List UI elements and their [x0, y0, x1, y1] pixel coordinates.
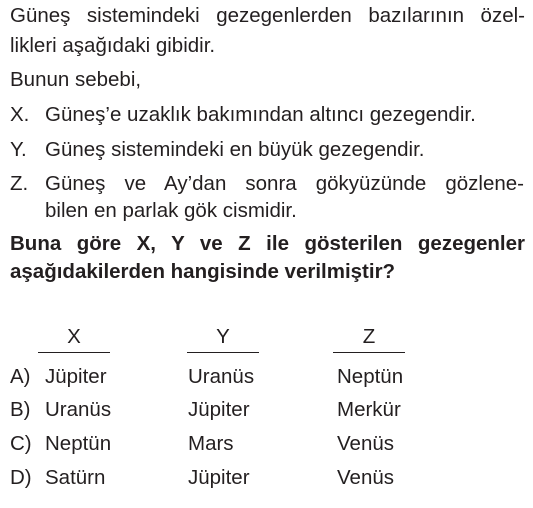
option-y: Jüpiter	[188, 466, 250, 489]
column-header-x: X	[67, 325, 81, 348]
header-underline	[187, 352, 259, 353]
option-x: Satürn	[45, 466, 106, 489]
question-line-1: Buna göre X, Y ve Z ile gösterilen gezegenler	[10, 232, 525, 255]
stem-line-1: Güneş sistemindeki gezegenlerden bazılarının özel-	[10, 4, 525, 27]
option-x: Uranüs	[45, 398, 112, 421]
option-z: Venüs	[337, 466, 394, 489]
statement-label: Z.	[10, 172, 29, 195]
option-y: Jüpiter	[188, 398, 250, 421]
statement-text: Güneş sistemindeki en büyük gezegendir.	[45, 138, 425, 161]
option-x: Neptün	[45, 432, 112, 455]
statement-text: bilen en parlak gök cismidir.	[45, 199, 297, 222]
option-y: Mars	[188, 432, 234, 455]
option-label: A)	[10, 365, 31, 388]
header-underline	[333, 352, 405, 353]
option-z: Venüs	[337, 432, 394, 455]
option-x: Jüpiter	[45, 365, 107, 388]
column-header-z: Z	[362, 325, 376, 348]
option-y: Uranüs	[188, 365, 255, 388]
statement-text: Güneş’e uzaklık bakımından altıncı gezegendir.	[45, 103, 476, 126]
statement-text: Güneş ve Ay’dan sonra gökyüzünde gözlene-	[45, 172, 524, 195]
statement-label: X.	[10, 103, 30, 126]
question-line-2: aşağıdakilerden hangisinde verilmiştir?	[10, 260, 396, 283]
option-z: Merkür	[337, 398, 401, 421]
option-label: B)	[10, 398, 31, 421]
option-z: Neptün	[337, 365, 404, 388]
statement-label: Y.	[10, 138, 27, 161]
option-label: C)	[10, 432, 32, 455]
option-label: D)	[10, 466, 32, 489]
stem-line-3: Bunun sebebi,	[10, 68, 142, 91]
column-header-y: Y	[216, 325, 230, 348]
stem-line-2: likleri aşağıdaki gibidir.	[10, 34, 216, 57]
header-underline	[38, 352, 110, 353]
